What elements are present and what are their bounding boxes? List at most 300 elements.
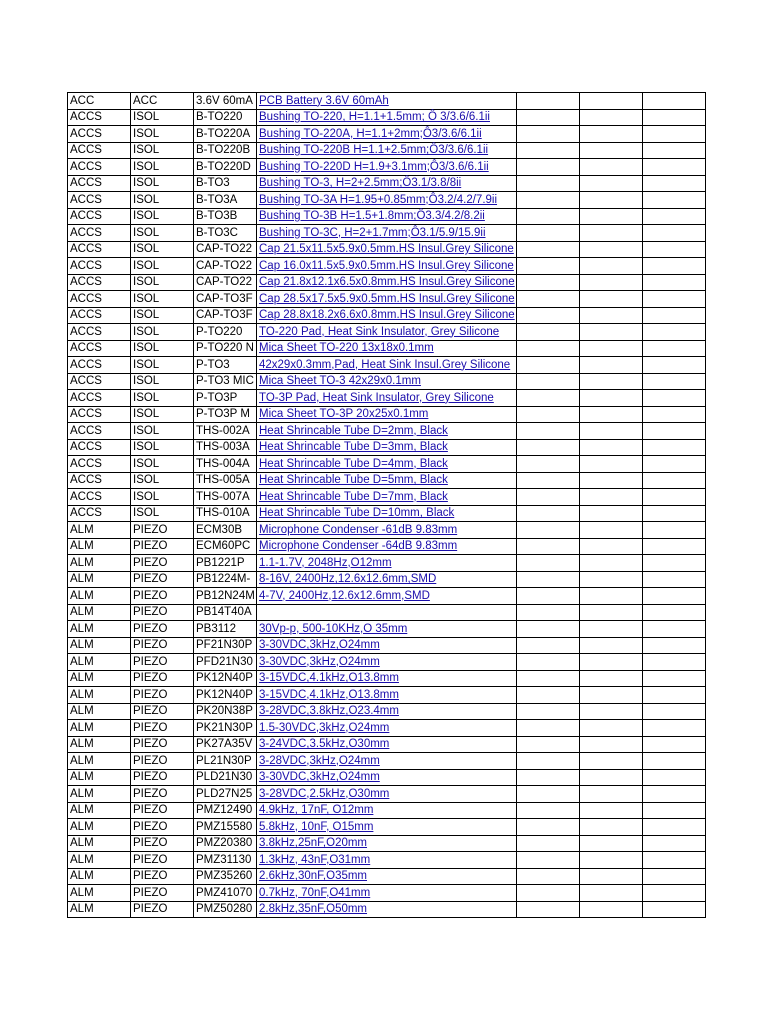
- part-number-cell: THS-005A: [194, 472, 257, 489]
- empty-cell: [516, 868, 579, 885]
- group-cell: ISOL: [131, 175, 194, 192]
- part-number-cell: CAP-TO3F: [194, 307, 257, 324]
- description-cell: [257, 769, 517, 786]
- category-cell: ALM: [68, 736, 131, 753]
- description-link[interactable]: Microphone Condenser -64dB 9.83mm: [259, 540, 458, 552]
- description-link[interactable]: 42x29x0.3mm,Pad, Heat Sink Insul.Grey Silicone: [259, 358, 511, 371]
- category-cell: ACCS: [68, 390, 131, 407]
- description-link[interactable]: Cap 21.8x12.1x6.5x0.8mm.HS Insul.Grey Silicone: [259, 276, 515, 288]
- description-cell: [257, 538, 517, 555]
- category-cell: ACCS: [68, 439, 131, 456]
- table-row: [68, 885, 706, 902]
- description-link[interactable]: 1.5-30VDC,3kHz,O24mm: [259, 721, 390, 734]
- category-cell: ALM: [68, 571, 131, 588]
- category-cell: ACCS: [68, 274, 131, 291]
- parts-table: [67, 92, 706, 918]
- category-cell: ACCS: [68, 225, 131, 242]
- group-cell: PIEZO: [131, 538, 194, 555]
- category-cell: ACCS: [68, 175, 131, 192]
- table-row: [68, 439, 706, 456]
- description-link[interactable]: Bushing TO-220D H=1.9+3.1mm;Ô3/3.6/6.1ii: [259, 160, 489, 173]
- group-cell: ISOL: [131, 258, 194, 275]
- part-number-cell: 3.6V 60mA: [194, 93, 257, 110]
- group-cell: ISOL: [131, 307, 194, 324]
- category-cell: ACCS: [68, 489, 131, 506]
- empty-cell: [642, 885, 705, 902]
- part-number-cell: P-TO3: [194, 357, 257, 374]
- empty-cell: [642, 423, 705, 440]
- empty-cell: [579, 472, 642, 489]
- part-number-cell: CAP-TO22: [194, 274, 257, 291]
- part-number-cell: PMZ35260: [194, 868, 257, 885]
- empty-cell: [642, 373, 705, 390]
- description-link[interactable]: PCB Battery 3.6V 60mAh: [259, 94, 389, 107]
- category-cell: ALM: [68, 720, 131, 737]
- table-row: [68, 307, 706, 324]
- group-cell: ISOL: [131, 159, 194, 176]
- category-cell: ALM: [68, 852, 131, 869]
- empty-cell: [579, 670, 642, 687]
- part-number-cell: PB1221P: [194, 555, 257, 572]
- empty-cell: [579, 720, 642, 737]
- part-number-cell: P-TO3P: [194, 390, 257, 407]
- description-link[interactable]: 30Vp-p, 500-10KHz,O 35mm: [259, 622, 408, 635]
- part-number-cell: PLD27N25: [194, 786, 257, 803]
- part-number-cell: B-TO220A: [194, 126, 257, 143]
- category-cell: ACCS: [68, 505, 131, 522]
- description-link[interactable]: 3-28VDC,3kHz,O24mm: [259, 754, 380, 767]
- table-row: [68, 225, 706, 242]
- group-cell: PIEZO: [131, 786, 194, 803]
- table-row: [68, 571, 706, 588]
- part-number-cell: PK21N30P: [194, 720, 257, 737]
- description-link[interactable]: Cap 28.8x18.2x6.6x0.8mm.HS Insul.Grey Silicone: [259, 309, 515, 321]
- description-link[interactable]: 3.8kHz,25nF,O20mm: [259, 837, 368, 849]
- empty-cell: [516, 175, 579, 192]
- description-link[interactable]: TO-3P Pad, Heat Sink Insulator, Grey Silicone: [259, 391, 494, 404]
- empty-cell: [642, 852, 705, 869]
- empty-cell: [516, 802, 579, 819]
- part-number-cell: PL21N30P: [194, 753, 257, 770]
- part-number-cell: CAP-TO22: [194, 241, 257, 258]
- empty-cell: [579, 786, 642, 803]
- empty-cell: [516, 753, 579, 770]
- description-link[interactable]: 3-15VDC,4.1kHz,O13.8mm: [259, 688, 399, 701]
- description-link[interactable]: Bushing TO-3C, H=2+1.7mm;Ô3.1/5.9/15.9ii: [259, 226, 486, 239]
- empty-cell: [579, 142, 642, 159]
- category-cell: ACCS: [68, 192, 131, 209]
- description-link[interactable]: 5.8kHz, 10nF, O15mm: [259, 820, 374, 833]
- category-cell: ACCS: [68, 357, 131, 374]
- empty-cell: [579, 439, 642, 456]
- part-number-cell: PLD21N30: [194, 769, 257, 786]
- empty-cell: [516, 373, 579, 390]
- group-cell: PIEZO: [131, 687, 194, 704]
- description-link[interactable]: 2.6kHz,30nF,O35mm: [259, 870, 368, 882]
- table-row: [68, 373, 706, 390]
- empty-cell: [642, 241, 705, 258]
- empty-cell: [642, 720, 705, 737]
- empty-cell: [516, 126, 579, 143]
- description-link[interactable]: Heat Shrincable Tube D=4mm, Black: [259, 457, 448, 470]
- parts-table-body: [68, 93, 706, 918]
- group-cell: ISOL: [131, 423, 194, 440]
- group-cell: ISOL: [131, 357, 194, 374]
- part-number-cell: THS-002A: [194, 423, 257, 440]
- empty-cell: [516, 406, 579, 423]
- description-cell: [257, 340, 517, 357]
- empty-cell: [579, 489, 642, 506]
- category-cell: ALM: [68, 637, 131, 654]
- empty-cell: [579, 505, 642, 522]
- empty-cell: [516, 885, 579, 902]
- table-row: [68, 604, 706, 621]
- description-cell: [257, 703, 517, 720]
- category-cell: ALM: [68, 753, 131, 770]
- description-cell: [257, 604, 517, 621]
- group-cell: PIEZO: [131, 753, 194, 770]
- empty-cell: [642, 340, 705, 357]
- table-row: [68, 769, 706, 786]
- empty-cell: [579, 588, 642, 605]
- table-row: [68, 472, 706, 489]
- category-cell: ALM: [68, 538, 131, 555]
- category-cell: ALM: [68, 819, 131, 836]
- description-link[interactable]: Mica Sheet TO-3P 20x25x0.1mm: [259, 408, 429, 420]
- empty-cell: [642, 654, 705, 671]
- part-number-cell: PB1224M-: [194, 571, 257, 588]
- description-link[interactable]: Cap 28.5x17.5x5.9x0.5mm.HS Insul.Grey Silicone: [259, 292, 515, 305]
- empty-cell: [642, 357, 705, 374]
- group-cell: PIEZO: [131, 819, 194, 836]
- group-cell: ISOL: [131, 390, 194, 407]
- description-cell: [257, 670, 517, 687]
- empty-cell: [642, 456, 705, 473]
- category-cell: ALM: [68, 687, 131, 704]
- group-cell: PIEZO: [131, 571, 194, 588]
- group-cell: PIEZO: [131, 901, 194, 918]
- table-row: [68, 258, 706, 275]
- empty-cell: [516, 786, 579, 803]
- table-row: [68, 621, 706, 638]
- category-cell: ALM: [68, 901, 131, 918]
- description-cell: [257, 192, 517, 209]
- table-row: [68, 93, 706, 110]
- group-cell: PIEZO: [131, 670, 194, 687]
- description-link[interactable]: [259, 606, 260, 618]
- empty-cell: [642, 489, 705, 506]
- empty-cell: [642, 505, 705, 522]
- empty-cell: [642, 802, 705, 819]
- empty-cell: [579, 571, 642, 588]
- empty-cell: [516, 225, 579, 242]
- description-link[interactable]: Heat Shrincable Tube D=7mm, Black: [259, 490, 448, 503]
- description-cell: [257, 390, 517, 407]
- description-link[interactable]: Heat Shrincable Tube D=2mm, Black: [259, 424, 448, 437]
- empty-cell: [579, 274, 642, 291]
- group-cell: PIEZO: [131, 621, 194, 638]
- category-cell: ACCS: [68, 324, 131, 341]
- description-cell: [257, 225, 517, 242]
- empty-cell: [642, 538, 705, 555]
- empty-cell: [516, 142, 579, 159]
- description-link[interactable]: Bushing TO-220A, H=1.1+2mm;Ô3/3.6/6.1ii: [259, 127, 482, 140]
- empty-cell: [516, 274, 579, 291]
- category-cell: ACCS: [68, 423, 131, 440]
- part-number-cell: P-TO3 MIC: [194, 373, 257, 390]
- empty-cell: [642, 670, 705, 687]
- empty-cell: [579, 835, 642, 852]
- description-link[interactable]: 3-30VDC,3kHz,O24mm: [259, 771, 380, 783]
- part-number-cell: PK20N38P: [194, 703, 257, 720]
- description-cell: [257, 357, 517, 374]
- empty-cell: [516, 555, 579, 572]
- description-cell: [257, 307, 517, 324]
- category-cell: ACCS: [68, 159, 131, 176]
- description-link[interactable]: Heat Shrincable Tube D=3mm, Black: [259, 441, 448, 453]
- empty-cell: [579, 390, 642, 407]
- empty-cell: [516, 819, 579, 836]
- category-cell: ALM: [68, 670, 131, 687]
- description-link[interactable]: 3-28VDC,2.5kHz,O30mm: [259, 787, 390, 800]
- description-link[interactable]: Heat Shrincable Tube D=5mm, Black: [259, 474, 448, 486]
- group-cell: ISOL: [131, 126, 194, 143]
- empty-cell: [579, 109, 642, 126]
- empty-cell: [579, 192, 642, 209]
- empty-cell: [642, 406, 705, 423]
- category-cell: ACCS: [68, 208, 131, 225]
- group-cell: PIEZO: [131, 637, 194, 654]
- empty-cell: [579, 901, 642, 918]
- table-row: [68, 588, 706, 605]
- part-number-cell: P-TO220: [194, 324, 257, 341]
- empty-cell: [579, 93, 642, 110]
- description-link[interactable]: 3-30VDC,3kHz,O24mm: [259, 639, 380, 651]
- table-row: [68, 324, 706, 341]
- description-cell: [257, 687, 517, 704]
- part-number-cell: PK12N40P: [194, 670, 257, 687]
- empty-cell: [642, 225, 705, 242]
- description-link[interactable]: Bushing TO-220B H=1.1+2.5mm;Ô3/3.6/6.1ii: [259, 144, 489, 156]
- group-cell: PIEZO: [131, 885, 194, 902]
- empty-cell: [579, 753, 642, 770]
- description-cell: [257, 736, 517, 753]
- empty-cell: [516, 241, 579, 258]
- description-cell: [257, 637, 517, 654]
- description-link[interactable]: Bushing TO-3, H=2+2.5mm;Ô3.1/3.8/8ii: [259, 177, 462, 189]
- category-cell: ACCS: [68, 472, 131, 489]
- empty-cell: [579, 637, 642, 654]
- description-cell: [257, 274, 517, 291]
- category-cell: ALM: [68, 604, 131, 621]
- description-cell: [257, 126, 517, 143]
- group-cell: PIEZO: [131, 868, 194, 885]
- description-cell: [257, 109, 517, 126]
- table-row: [68, 637, 706, 654]
- empty-cell: [579, 324, 642, 341]
- description-cell: [257, 786, 517, 803]
- table-row: [68, 241, 706, 258]
- description-cell: [257, 456, 517, 473]
- description-cell: [257, 208, 517, 225]
- empty-cell: [516, 456, 579, 473]
- part-number-cell: PFD21N30: [194, 654, 257, 671]
- description-cell: [257, 241, 517, 258]
- table-row: [68, 819, 706, 836]
- empty-cell: [516, 720, 579, 737]
- group-cell: ISOL: [131, 142, 194, 159]
- empty-cell: [579, 621, 642, 638]
- part-number-cell: PMZ41070: [194, 885, 257, 902]
- description-cell: [257, 373, 517, 390]
- description-link[interactable]: Bushing TO-220, H=1.1+1.5mm; Ô 3/3.6/6.1ii: [259, 111, 490, 123]
- part-number-cell: PB12N24M: [194, 588, 257, 605]
- description-cell: [257, 406, 517, 423]
- group-cell: ISOL: [131, 439, 194, 456]
- empty-cell: [642, 142, 705, 159]
- group-cell: ISOL: [131, 472, 194, 489]
- table-row: [68, 423, 706, 440]
- description-link[interactable]: 4.9kHz, 17nF, O12mm: [259, 804, 374, 816]
- description-link[interactable]: 4-7V, 2400Hz,12.6x12.6mm,SMD: [259, 589, 430, 602]
- group-cell: PIEZO: [131, 835, 194, 852]
- description-link[interactable]: Heat Shrincable Tube D=10mm, Black: [259, 507, 455, 519]
- description-link[interactable]: 8-16V, 2400Hz,12.6x12.6mm,SMD: [259, 573, 437, 585]
- group-cell: ISOL: [131, 241, 194, 258]
- table-row: [68, 538, 706, 555]
- table-row: [68, 852, 706, 869]
- empty-cell: [516, 703, 579, 720]
- empty-cell: [642, 604, 705, 621]
- empty-cell: [642, 324, 705, 341]
- category-cell: ALM: [68, 786, 131, 803]
- empty-cell: [516, 472, 579, 489]
- table-row: [68, 208, 706, 225]
- empty-cell: [642, 868, 705, 885]
- empty-cell: [516, 390, 579, 407]
- part-number-cell: PMZ50280: [194, 901, 257, 918]
- description-cell: [257, 423, 517, 440]
- table-row: [68, 868, 706, 885]
- empty-cell: [579, 736, 642, 753]
- empty-cell: [642, 736, 705, 753]
- description-link[interactable]: Mica Sheet TO-220 13x18x0.1mm: [259, 342, 434, 354]
- description-link[interactable]: 3-28VDC,3.8kHz,O23.4mm: [259, 705, 399, 717]
- description-link[interactable]: Bushing TO-3B H=1.5+1.8mm;Ô3.3/4.2/8.2ii: [259, 210, 485, 222]
- group-cell: PIEZO: [131, 588, 194, 605]
- empty-cell: [642, 126, 705, 143]
- group-cell: PIEZO: [131, 703, 194, 720]
- group-cell: ISOL: [131, 208, 194, 225]
- empty-cell: [516, 654, 579, 671]
- group-cell: ISOL: [131, 324, 194, 341]
- empty-cell: [516, 852, 579, 869]
- part-number-cell: P-TO220 N: [194, 340, 257, 357]
- part-number-cell: PMZ20380: [194, 835, 257, 852]
- description-link[interactable]: 3-30VDC,3kHz,O24mm: [259, 655, 380, 668]
- group-cell: PIEZO: [131, 802, 194, 819]
- empty-cell: [516, 340, 579, 357]
- description-link[interactable]: Bushing TO-3A H=1.95+0.85mm;Ô3.2/4.2/7.9ii: [259, 193, 498, 206]
- category-cell: ACCS: [68, 340, 131, 357]
- empty-cell: [642, 93, 705, 110]
- description-link[interactable]: Mica Sheet TO-3 42x29x0.1mm: [259, 375, 421, 387]
- description-link[interactable]: 2.8kHz,35nF,O50mm: [259, 903, 368, 915]
- description-link[interactable]: 3-15VDC,4.1kHz,O13.8mm: [259, 672, 399, 684]
- empty-cell: [579, 126, 642, 143]
- description-cell: [257, 885, 517, 902]
- empty-cell: [516, 769, 579, 786]
- empty-cell: [516, 159, 579, 176]
- table-row: [68, 489, 706, 506]
- empty-cell: [579, 258, 642, 275]
- empty-cell: [579, 703, 642, 720]
- group-cell: ISOL: [131, 373, 194, 390]
- part-number-cell: B-TO220: [194, 109, 257, 126]
- empty-cell: [579, 885, 642, 902]
- description-link[interactable]: 1.3kHz, 43nF,O31mm: [259, 853, 371, 866]
- description-link[interactable]: TO-220 Pad, Heat Sink Insulator, Grey Silicone: [259, 325, 500, 338]
- empty-cell: [516, 324, 579, 341]
- description-link[interactable]: 1.1-1.7V, 2048Hz,O12mm: [259, 556, 392, 569]
- table-row: [68, 654, 706, 671]
- empty-cell: [579, 604, 642, 621]
- empty-cell: [516, 505, 579, 522]
- empty-cell: [516, 208, 579, 225]
- empty-cell: [579, 159, 642, 176]
- description-link[interactable]: Microphone Condenser -61dB 9.83mm: [259, 523, 458, 536]
- empty-cell: [579, 406, 642, 423]
- category-cell: ACCS: [68, 406, 131, 423]
- table-row: [68, 505, 706, 522]
- empty-cell: [516, 571, 579, 588]
- description-cell: [257, 835, 517, 852]
- part-number-cell: THS-003A: [194, 439, 257, 456]
- part-number-cell: PMZ31130: [194, 852, 257, 869]
- part-number-cell: PB3112: [194, 621, 257, 638]
- empty-cell: [579, 819, 642, 836]
- category-cell: ACCS: [68, 291, 131, 308]
- empty-cell: [516, 637, 579, 654]
- empty-cell: [579, 852, 642, 869]
- description-link[interactable]: Cap 21.5x11.5x5.9x0.5mm.HS Insul.Grey Silicone: [259, 243, 514, 255]
- description-cell: [257, 439, 517, 456]
- group-cell: PIEZO: [131, 720, 194, 737]
- empty-cell: [516, 604, 579, 621]
- empty-cell: [579, 868, 642, 885]
- part-number-cell: THS-007A: [194, 489, 257, 506]
- category-cell: ALM: [68, 769, 131, 786]
- category-cell: ALM: [68, 522, 131, 539]
- description-cell: [257, 522, 517, 539]
- description-link[interactable]: 3-24VDC,3.5kHz,O30mm: [259, 738, 390, 750]
- empty-cell: [516, 687, 579, 704]
- table-row: [68, 142, 706, 159]
- empty-cell: [516, 621, 579, 638]
- category-cell: ACCS: [68, 142, 131, 159]
- empty-cell: [642, 687, 705, 704]
- part-number-cell: B-TO3: [194, 175, 257, 192]
- part-number-cell: PK12N40P: [194, 687, 257, 704]
- description-link[interactable]: 0.7kHz, 70nF,O41mm: [259, 886, 371, 899]
- description-link[interactable]: Cap 16.0x11.5x5.9x0.5mm.HS Insul.Grey Silicone: [259, 259, 514, 272]
- empty-cell: [642, 588, 705, 605]
- empty-cell: [579, 802, 642, 819]
- group-cell: ISOL: [131, 291, 194, 308]
- empty-cell: [579, 687, 642, 704]
- group-cell: PIEZO: [131, 852, 194, 869]
- empty-cell: [579, 208, 642, 225]
